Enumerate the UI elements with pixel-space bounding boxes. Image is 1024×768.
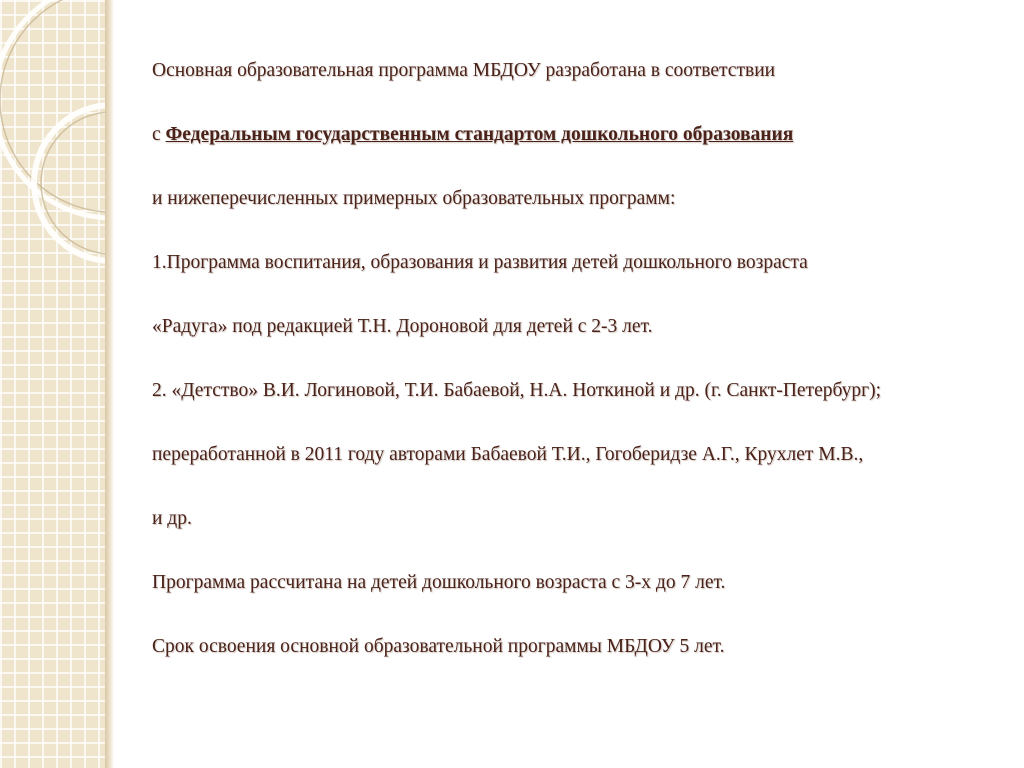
- slide-content: [152, 58, 1012, 698]
- fgos-link[interactable]: Федеральным государственным стандартом дошкольного образования: [165, 124, 794, 145]
- paragraph-standard: [152, 122, 1012, 148]
- paragraph-program-2-revision: переработанной в 2011 году авторами Бабаевой Т.И., Гогоберидзе А.Г., Крухлет М.В.,: [152, 444, 864, 465]
- paragraph-program-1: 1.Программа воспитания, образования и развития детей дошкольного возраста: [152, 252, 808, 273]
- paragraph-intro: Основная образовательная программа МБДОУ разработана в соответствии: [152, 60, 776, 81]
- paragraph-program-1-details: «Радуга» под редакцией Т.Н. Дороновой для детей с 2-3 лет.: [152, 316, 653, 337]
- decorative-side-panel: [0, 0, 112, 768]
- paragraph-duration: Срок освоения основной образовательной программы МБДОУ 5 лет.: [152, 636, 725, 657]
- paragraph-program-2-etc: и др.: [152, 508, 192, 529]
- paragraph-age-range: Программа рассчитана на детей дошкольного возраста с 3-х до 7 лет.: [152, 572, 726, 593]
- paragraph-programs-intro: и нижеперечисленных примерных образовательных программ:: [152, 188, 676, 209]
- decorative-circles-icon: [0, 0, 112, 768]
- paragraph-standard-prefix: с: [152, 124, 166, 145]
- paragraph-program-2: 2. «Детство» В.И. Логиновой, Т.И. Бабаевой, Н.А. Ноткиной и др. (г. Санкт-Петербург);: [152, 380, 882, 401]
- side-panel-shadow: [105, 0, 114, 768]
